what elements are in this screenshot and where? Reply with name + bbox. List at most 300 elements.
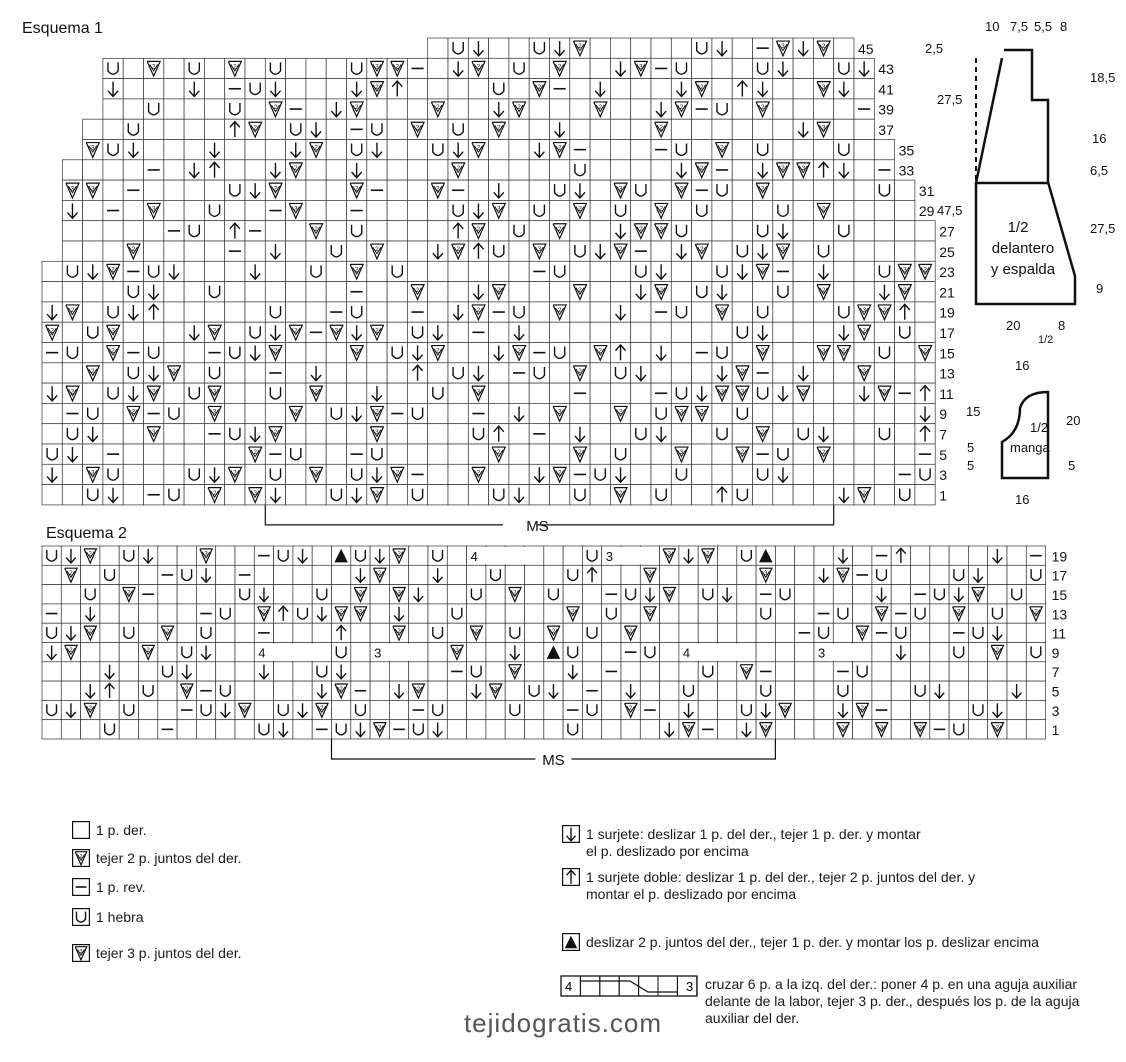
chart1-cell (387, 302, 407, 322)
chart1-cell (529, 58, 549, 78)
chart2-cell (872, 565, 891, 584)
chart2-cell (640, 720, 659, 739)
chart2-cell (158, 604, 177, 623)
chart2-cell (467, 565, 486, 584)
chart2-cell (949, 720, 968, 739)
chart2-cell (216, 623, 235, 642)
chart1-cell (448, 282, 468, 302)
chart1-cell (590, 119, 610, 139)
chart2-cell (582, 700, 601, 719)
chart1-cell (387, 322, 407, 342)
knit-stitch-icon (72, 821, 90, 839)
chart1-cell (306, 424, 326, 444)
chart2-cell (582, 585, 601, 604)
chart2-ms-label: MS (542, 752, 565, 769)
chart2-cell (447, 604, 466, 623)
chart2-triangle-symbol (757, 547, 774, 564)
chart1-cell (509, 444, 529, 464)
chart1-cell (164, 464, 184, 484)
chart1-cell (915, 485, 935, 505)
chart1-cell (326, 383, 346, 403)
chart1-cell (204, 200, 224, 220)
svg-text:2: 2 (397, 550, 401, 558)
svg-text:3: 3 (862, 307, 866, 315)
chart1-cell (306, 403, 326, 423)
body-right-measure: 16 (1092, 131, 1107, 146)
svg-text:2: 2 (185, 685, 189, 693)
chart2-cell (235, 643, 254, 662)
chart1-cell (387, 383, 407, 403)
chart1-cell (590, 38, 610, 58)
chart2-cell (756, 681, 775, 700)
chart2-cell (293, 681, 312, 700)
chart1-row-number: 17 (939, 325, 955, 342)
svg-text:2: 2 (127, 589, 131, 597)
chart1-cell (529, 99, 549, 119)
chart1-cell (204, 221, 224, 241)
svg-text:2: 2 (957, 608, 961, 616)
chart2-cell (1007, 585, 1026, 604)
chart1-cell (874, 464, 894, 484)
svg-text:2: 2 (667, 589, 671, 597)
chart1-cell (225, 403, 245, 423)
chart1-cell (570, 160, 590, 180)
svg-text:2: 2 (902, 286, 907, 294)
chart1-cell (184, 180, 204, 200)
chart1-cell (712, 403, 732, 423)
chart1-cell (854, 79, 874, 99)
chart1-cell (651, 160, 671, 180)
chart1-cell (144, 99, 164, 119)
chart1-cell (509, 424, 529, 444)
chart1-cell (773, 119, 793, 139)
chart1-cell (631, 79, 651, 99)
chart2-cell (216, 720, 235, 739)
svg-text:3: 3 (375, 428, 379, 436)
chart2-cell (853, 681, 872, 700)
chart1-cell (83, 160, 103, 180)
chart1-cell (793, 180, 813, 200)
chart2-cell (775, 681, 794, 700)
sleeve-label: 1/2 (1030, 420, 1049, 435)
chart1-cell (306, 79, 326, 99)
chart1-ms-bracket (265, 505, 833, 525)
svg-text:3: 3 (821, 124, 826, 132)
chart2-cell (775, 662, 794, 681)
chart2-cell (621, 604, 640, 623)
chart1-cell (387, 444, 407, 464)
chart1-cell (164, 424, 184, 444)
chart2-cell (1007, 604, 1026, 623)
chart2-cell (119, 681, 138, 700)
chart1-cell (123, 200, 143, 220)
chart2-cell (196, 720, 215, 739)
chart1-cell (184, 58, 204, 78)
chart1-cell (83, 241, 103, 261)
chart1-cell (326, 58, 346, 78)
chart2-cell (274, 565, 293, 584)
chart1-cell (610, 424, 630, 444)
chart2-cell (911, 700, 930, 719)
chart2-cell (312, 585, 331, 604)
chart1-cell (326, 464, 346, 484)
chart1-cell (773, 424, 793, 444)
svg-text:2: 2 (659, 286, 663, 294)
chart1-cell (62, 282, 82, 302)
chart2-cell (563, 565, 582, 584)
svg-text:3: 3 (204, 550, 208, 558)
chart1-cell (326, 180, 346, 200)
svg-text:2: 2 (476, 63, 481, 71)
chart1-cell (164, 403, 184, 423)
chart2-cell (525, 623, 544, 642)
chart1-cell (834, 119, 854, 139)
chart1-cell (42, 403, 62, 423)
chart1-cell (225, 363, 245, 383)
chart2-cell (602, 623, 621, 642)
svg-text:3: 3 (821, 83, 826, 91)
chart1-cell (570, 58, 590, 78)
chart1-cell (570, 221, 590, 241)
svg-text:2: 2 (628, 705, 633, 713)
chart1-cell (692, 485, 712, 505)
chart1-cell (631, 99, 651, 119)
svg-text:3: 3 (648, 569, 652, 577)
chart2-cell (679, 565, 698, 584)
chart2-cell (100, 720, 119, 739)
chart1-cell (407, 241, 427, 261)
chart1-cell (793, 424, 813, 444)
svg-text:3: 3 (764, 569, 768, 577)
svg-text:3: 3 (90, 144, 95, 152)
chart2-cell (544, 604, 563, 623)
svg-text:2: 2 (659, 124, 663, 132)
chart1-cell (164, 160, 184, 180)
chart2-cell (1026, 700, 1045, 719)
chart1-cell (631, 302, 651, 322)
chart1-cell (793, 58, 813, 78)
chart1-cell (407, 180, 427, 200)
chart1-row-number: 27 (939, 223, 955, 240)
chart1-cell (834, 444, 854, 464)
chart1-cell (489, 221, 509, 241)
chart1-cell (834, 200, 854, 220)
chart2-cell (737, 604, 756, 623)
chart1-cell (468, 119, 488, 139)
svg-text:2: 2 (578, 205, 582, 213)
chart1-cell (164, 79, 184, 99)
svg-text:2: 2 (375, 327, 379, 335)
chart2-cable-number: 3 (818, 645, 826, 661)
chart2-cell (891, 565, 910, 584)
svg-text:2: 2 (679, 104, 684, 112)
chart2-cell (139, 623, 158, 642)
chart1-cell (468, 261, 488, 281)
chart1-cell (83, 343, 103, 363)
chart1-cell (915, 322, 935, 342)
legend-item (562, 934, 1102, 951)
chart2-cell (81, 720, 100, 739)
chart2-cell (698, 681, 717, 700)
svg-text:2: 2 (69, 647, 73, 655)
chart1-cell (103, 140, 123, 160)
chart1-cell (753, 282, 773, 302)
chart1-cell (347, 241, 367, 261)
body-left-measure: 47,5 (937, 203, 963, 218)
chart1-cell (590, 200, 610, 220)
chart1-cell (712, 79, 732, 99)
svg-text:2: 2 (273, 104, 278, 112)
chart2-cell (1026, 623, 1045, 642)
svg-text:2: 2 (273, 185, 278, 193)
svg-text:2: 2 (273, 428, 278, 436)
chart1-cell (692, 444, 712, 464)
svg-text:3: 3 (151, 205, 156, 213)
chart2-cell (351, 700, 370, 719)
chart1-cell (793, 79, 813, 99)
chart2-cell (100, 585, 119, 604)
chart1-cell (692, 322, 712, 342)
chart2-cell (370, 700, 389, 719)
chart1-cell (570, 485, 590, 505)
chart1-cell (773, 140, 793, 160)
chart1-cell (123, 221, 143, 241)
chart1-cell (407, 383, 427, 403)
chart1-cell (265, 302, 285, 322)
chart2-cell (486, 662, 505, 681)
chart1-cell (529, 403, 549, 423)
chart1-cell (367, 261, 387, 281)
chart1-cell (225, 302, 245, 322)
chart1-cell (753, 221, 773, 241)
chart1-cell (326, 200, 346, 220)
svg-text:2: 2 (436, 347, 440, 355)
chart1-cell (854, 221, 874, 241)
chart1-cell (144, 241, 164, 261)
chart2-cell (814, 623, 833, 642)
chart2-cell (100, 565, 119, 584)
chart2-cable-number: 4 (682, 645, 691, 661)
chart2-cell (891, 623, 910, 642)
svg-text:2: 2 (923, 347, 927, 355)
chart1-cell (834, 261, 854, 281)
chart1-cell (245, 58, 265, 78)
chart1-cell (448, 119, 468, 139)
chart1-cell (326, 160, 346, 180)
svg-text:2: 2 (821, 43, 826, 51)
chart2-cell (100, 546, 119, 565)
chart1-ms-label: MS (526, 517, 549, 535)
chart2-cell (447, 720, 466, 739)
chart1-cell (204, 79, 224, 99)
chart1-cell (854, 140, 874, 160)
chart2-cell (428, 681, 447, 700)
chart2-cell (988, 565, 1007, 584)
svg-text:2: 2 (628, 627, 633, 635)
chart2-cell (216, 585, 235, 604)
chart1-cell (225, 140, 245, 160)
cable-legend-frame (561, 976, 697, 996)
chart2-cell (756, 604, 775, 623)
chart1-cell (874, 200, 894, 220)
chart1-cell (387, 485, 407, 505)
sleeve-left-measure: 15 (966, 404, 981, 419)
chart1-cell (732, 119, 752, 139)
chart2-cell (1026, 681, 1045, 700)
chart1-cell (915, 363, 935, 383)
body-bottom-measure: 20 (1006, 318, 1021, 333)
chart2-cell (254, 720, 273, 739)
chart1-cell (651, 485, 671, 505)
chart1-cell (164, 180, 184, 200)
chart2-cell (621, 662, 640, 681)
chart1-cell (184, 383, 204, 403)
svg-text:3: 3 (212, 408, 217, 416)
chart1-cell (428, 160, 448, 180)
chart2-cell (660, 623, 679, 642)
chart2-cell (737, 681, 756, 700)
chart2-cell (235, 681, 254, 700)
chart2-cell (718, 604, 737, 623)
chart1-cell (347, 140, 367, 160)
chart2-cell (698, 700, 717, 719)
chart2-cell (505, 604, 524, 623)
chart2-cell (100, 604, 119, 623)
chart2-cell (737, 700, 756, 719)
chart1-cell (225, 424, 245, 444)
chart1-cell (407, 140, 427, 160)
chart2-cell (486, 585, 505, 604)
chart2-cell (1026, 662, 1045, 681)
svg-text:2: 2 (242, 705, 247, 713)
chart1-cell (265, 140, 285, 160)
chart1-cell (225, 444, 245, 464)
chart1-cell (671, 282, 691, 302)
chart2-cell (196, 623, 215, 642)
svg-text:3: 3 (902, 266, 907, 274)
chart2-cell (428, 643, 447, 662)
chart1-cell (42, 282, 62, 302)
chart2-cell (872, 681, 891, 700)
chart1-row-number: 11 (939, 385, 954, 402)
chart1-cell (347, 221, 367, 241)
svg-text:2: 2 (557, 144, 562, 152)
chart1-cell (62, 322, 82, 342)
chart1-cell (854, 282, 874, 302)
chart1-row-number: 31 (918, 182, 935, 199)
chart1-cell (407, 322, 427, 342)
chart2-cable-number: 4 (470, 549, 478, 565)
chart2-cell (814, 720, 833, 739)
chart1-cell (367, 302, 387, 322)
chart2-cell (949, 700, 968, 719)
chart2-cell (698, 565, 717, 584)
sleeve-schematic (966, 358, 1080, 507)
chart1-cell (773, 485, 793, 505)
chart1-cell (62, 241, 82, 261)
svg-text:2: 2 (760, 266, 765, 274)
chart2-cell (814, 546, 833, 565)
chart1-cell (367, 200, 387, 220)
svg-text:2: 2 (358, 589, 363, 597)
chart2-cell (196, 700, 215, 719)
chart2-cell (718, 681, 737, 700)
chart2-cell (428, 662, 447, 681)
chart2-cell (196, 585, 215, 604)
legend-item (72, 822, 272, 839)
chart2-cell (911, 565, 930, 584)
chart1-cell (367, 363, 387, 383)
chart1-cell (306, 58, 326, 78)
chart2-cell (795, 662, 814, 681)
chart2-cell (216, 565, 235, 584)
chart1-cell (692, 58, 712, 78)
chart1-cell (103, 58, 123, 78)
chart1-cell (286, 261, 306, 281)
chart2-cell (351, 546, 370, 565)
svg-text:2: 2 (720, 307, 724, 315)
chart2-cell (756, 643, 775, 662)
chart1-cell (671, 119, 691, 139)
chart2-cell (332, 720, 351, 739)
chart2-cell (447, 546, 466, 565)
svg-text:2: 2 (320, 705, 324, 713)
chart1-cell (590, 485, 610, 505)
body-top-measure: 7,5 (1010, 19, 1029, 34)
svg-text:2: 2 (476, 225, 481, 233)
chart1-cell (610, 200, 630, 220)
chart2-cell (795, 604, 814, 623)
chart2-cell (621, 565, 640, 584)
chart1-cell (245, 79, 265, 99)
chart1-cell (225, 99, 245, 119)
chart1-cell (286, 343, 306, 363)
chart1-cell (144, 322, 164, 342)
chart1-cell (204, 282, 224, 302)
body-bottom-measure: 8 (1058, 318, 1066, 333)
chart2-row-number: 5 (1051, 683, 1060, 700)
chart1-cell (854, 464, 874, 484)
chart1-cell (550, 424, 570, 444)
chart2-cell (582, 720, 601, 739)
legend-text: tejer 3 p. juntos del der. (96, 945, 242, 961)
chart1-cell (164, 383, 184, 403)
chart1-cell (773, 180, 793, 200)
chart1-cell (793, 221, 813, 241)
cable-legend-symbol (560, 975, 700, 997)
sleeve-top-measure: 16 (1015, 358, 1030, 373)
chart1-cell (509, 79, 529, 99)
chart2-cell (602, 681, 621, 700)
legend-item (562, 826, 922, 860)
legend-text: deslizar 2 p. juntos del der., tejer 1 p. der. y montar los p. deslizar encima (586, 934, 1039, 950)
chart1-cell (245, 282, 265, 302)
chart2-cell (42, 681, 61, 700)
chart2-cell (505, 720, 524, 739)
chart1-cell (347, 424, 367, 444)
chart2-cell (582, 643, 601, 662)
sleeve-label: manga (1010, 440, 1050, 455)
chart2-cell (602, 700, 621, 719)
chart1-cell (123, 79, 143, 99)
chart1-cell (773, 363, 793, 383)
chart2-cell (370, 662, 389, 681)
chart1-cell (834, 363, 854, 383)
chart1-cell (854, 403, 874, 423)
chart1-cell (834, 140, 854, 160)
chart1-cell (489, 322, 509, 342)
chart1-cell (245, 363, 265, 383)
